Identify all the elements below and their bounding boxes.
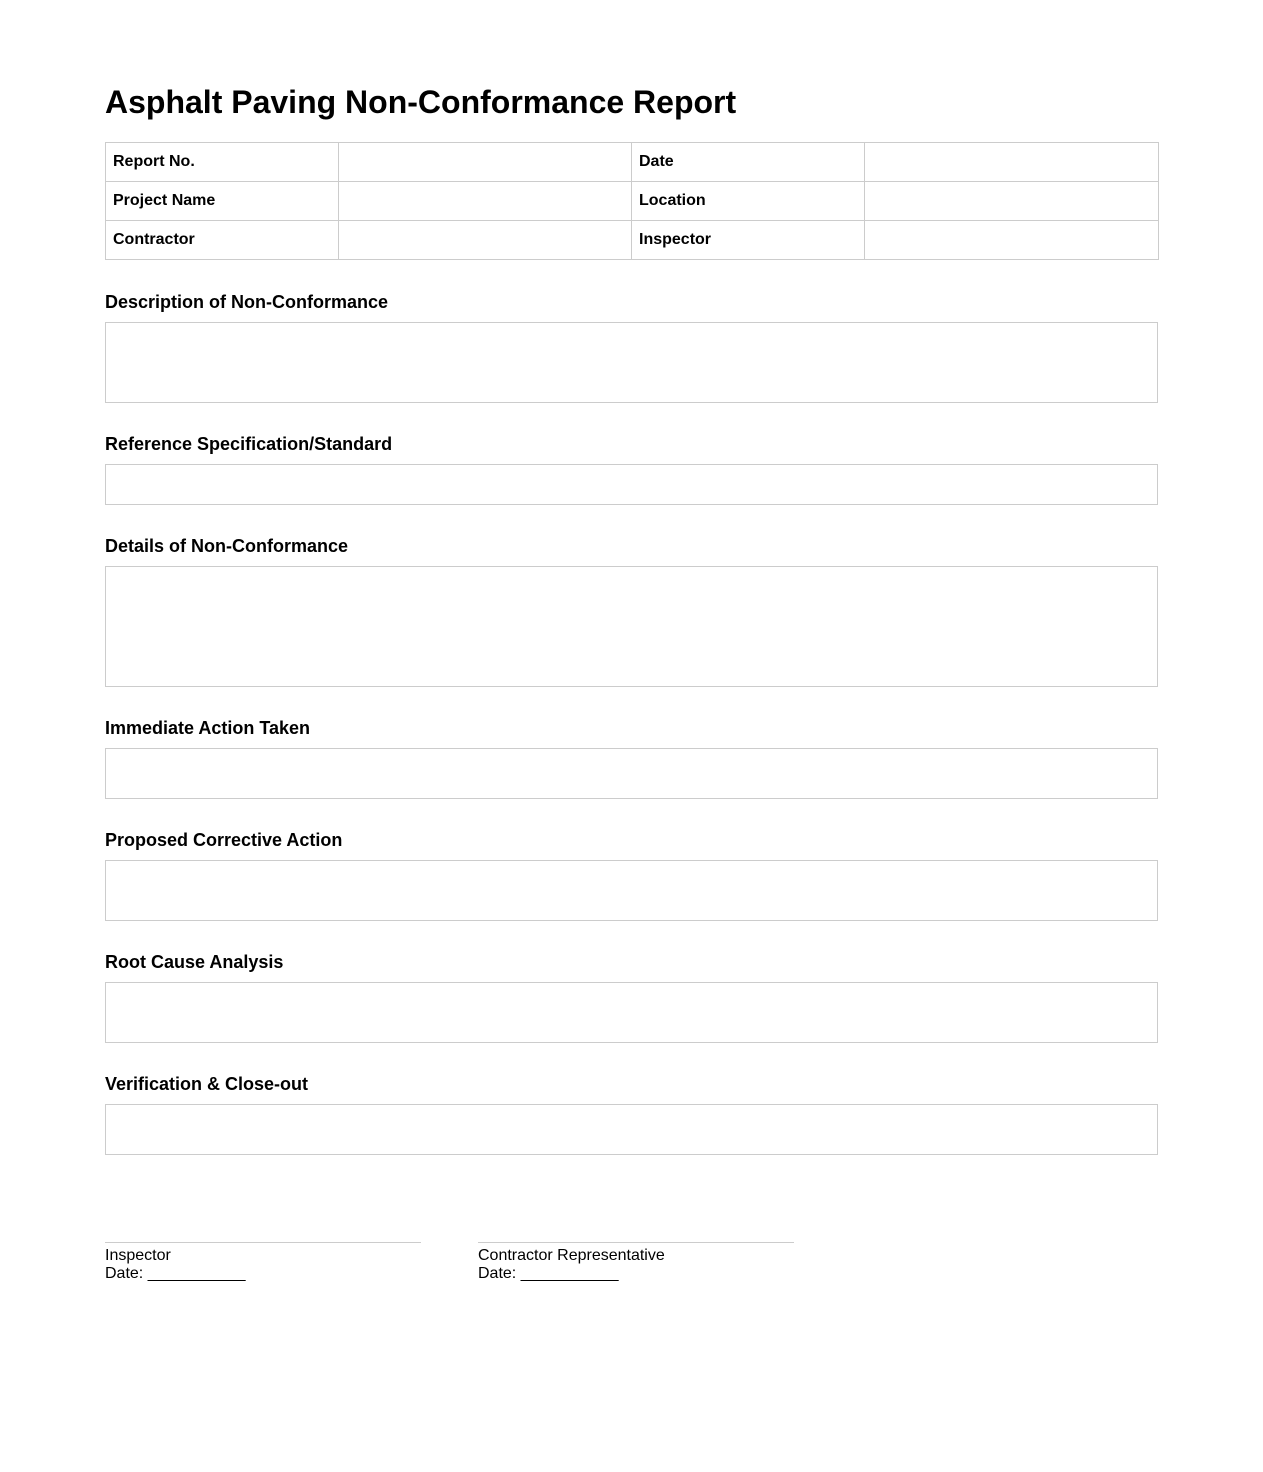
corrective-action-section [105, 829, 1158, 921]
location-field[interactable] [865, 182, 1159, 221]
verification-field[interactable] [105, 1104, 1158, 1155]
corrective-action-field[interactable] [105, 860, 1158, 921]
description-field[interactable] [105, 322, 1158, 403]
reference-spec-label: Reference Specification/Standard [105, 434, 393, 454]
immediate-action-section [105, 717, 1158, 799]
table-row [106, 221, 1159, 260]
contractor-label: Contractor [106, 221, 339, 260]
root-cause-label: Root Cause Analysis [105, 952, 284, 972]
contractor-signature-date: Date: ___________ [478, 1265, 619, 1282]
verification-section [105, 1073, 1158, 1155]
details-field[interactable] [105, 566, 1158, 687]
inspector-signature-role: Inspector [105, 1247, 171, 1264]
date-field[interactable] [865, 143, 1159, 182]
contractor-signature-role: Contractor Representative [478, 1247, 665, 1264]
details-label: Details of Non-Conformance [105, 536, 349, 556]
immediate-action-label: Immediate Action Taken [105, 718, 311, 738]
immediate-action-field[interactable] [105, 748, 1158, 799]
report-info-table [105, 142, 1159, 260]
root-cause-field[interactable] [105, 982, 1158, 1043]
description-section [105, 291, 1158, 403]
report-no-field[interactable] [339, 143, 632, 182]
inspector-signature-date: Date: ___________ [105, 1265, 246, 1282]
project-name-label: Project Name [106, 182, 339, 221]
root-cause-section [105, 951, 1158, 1043]
report-no-label: Report No. [106, 143, 339, 182]
inspector-field[interactable] [865, 221, 1159, 260]
corrective-action-label: Proposed Corrective Action [105, 830, 343, 850]
reference-spec-field[interactable] [105, 464, 1158, 505]
contractor-field[interactable] [339, 221, 632, 260]
reference-spec-section [105, 433, 1158, 505]
date-label: Date [632, 143, 865, 182]
location-label: Location [632, 182, 865, 221]
page-title: Asphalt Paving Non-Conformance Report [105, 84, 737, 120]
project-name-field[interactable] [339, 182, 632, 221]
description-label: Description of Non-Conformance [105, 292, 389, 312]
inspector-signature-block [105, 1242, 421, 1283]
table-row [106, 182, 1159, 221]
contractor-signature-block [478, 1242, 794, 1283]
verification-label: Verification & Close-out [105, 1074, 309, 1094]
details-section [105, 535, 1158, 687]
table-row [106, 143, 1159, 182]
inspector-label: Inspector [632, 221, 865, 260]
